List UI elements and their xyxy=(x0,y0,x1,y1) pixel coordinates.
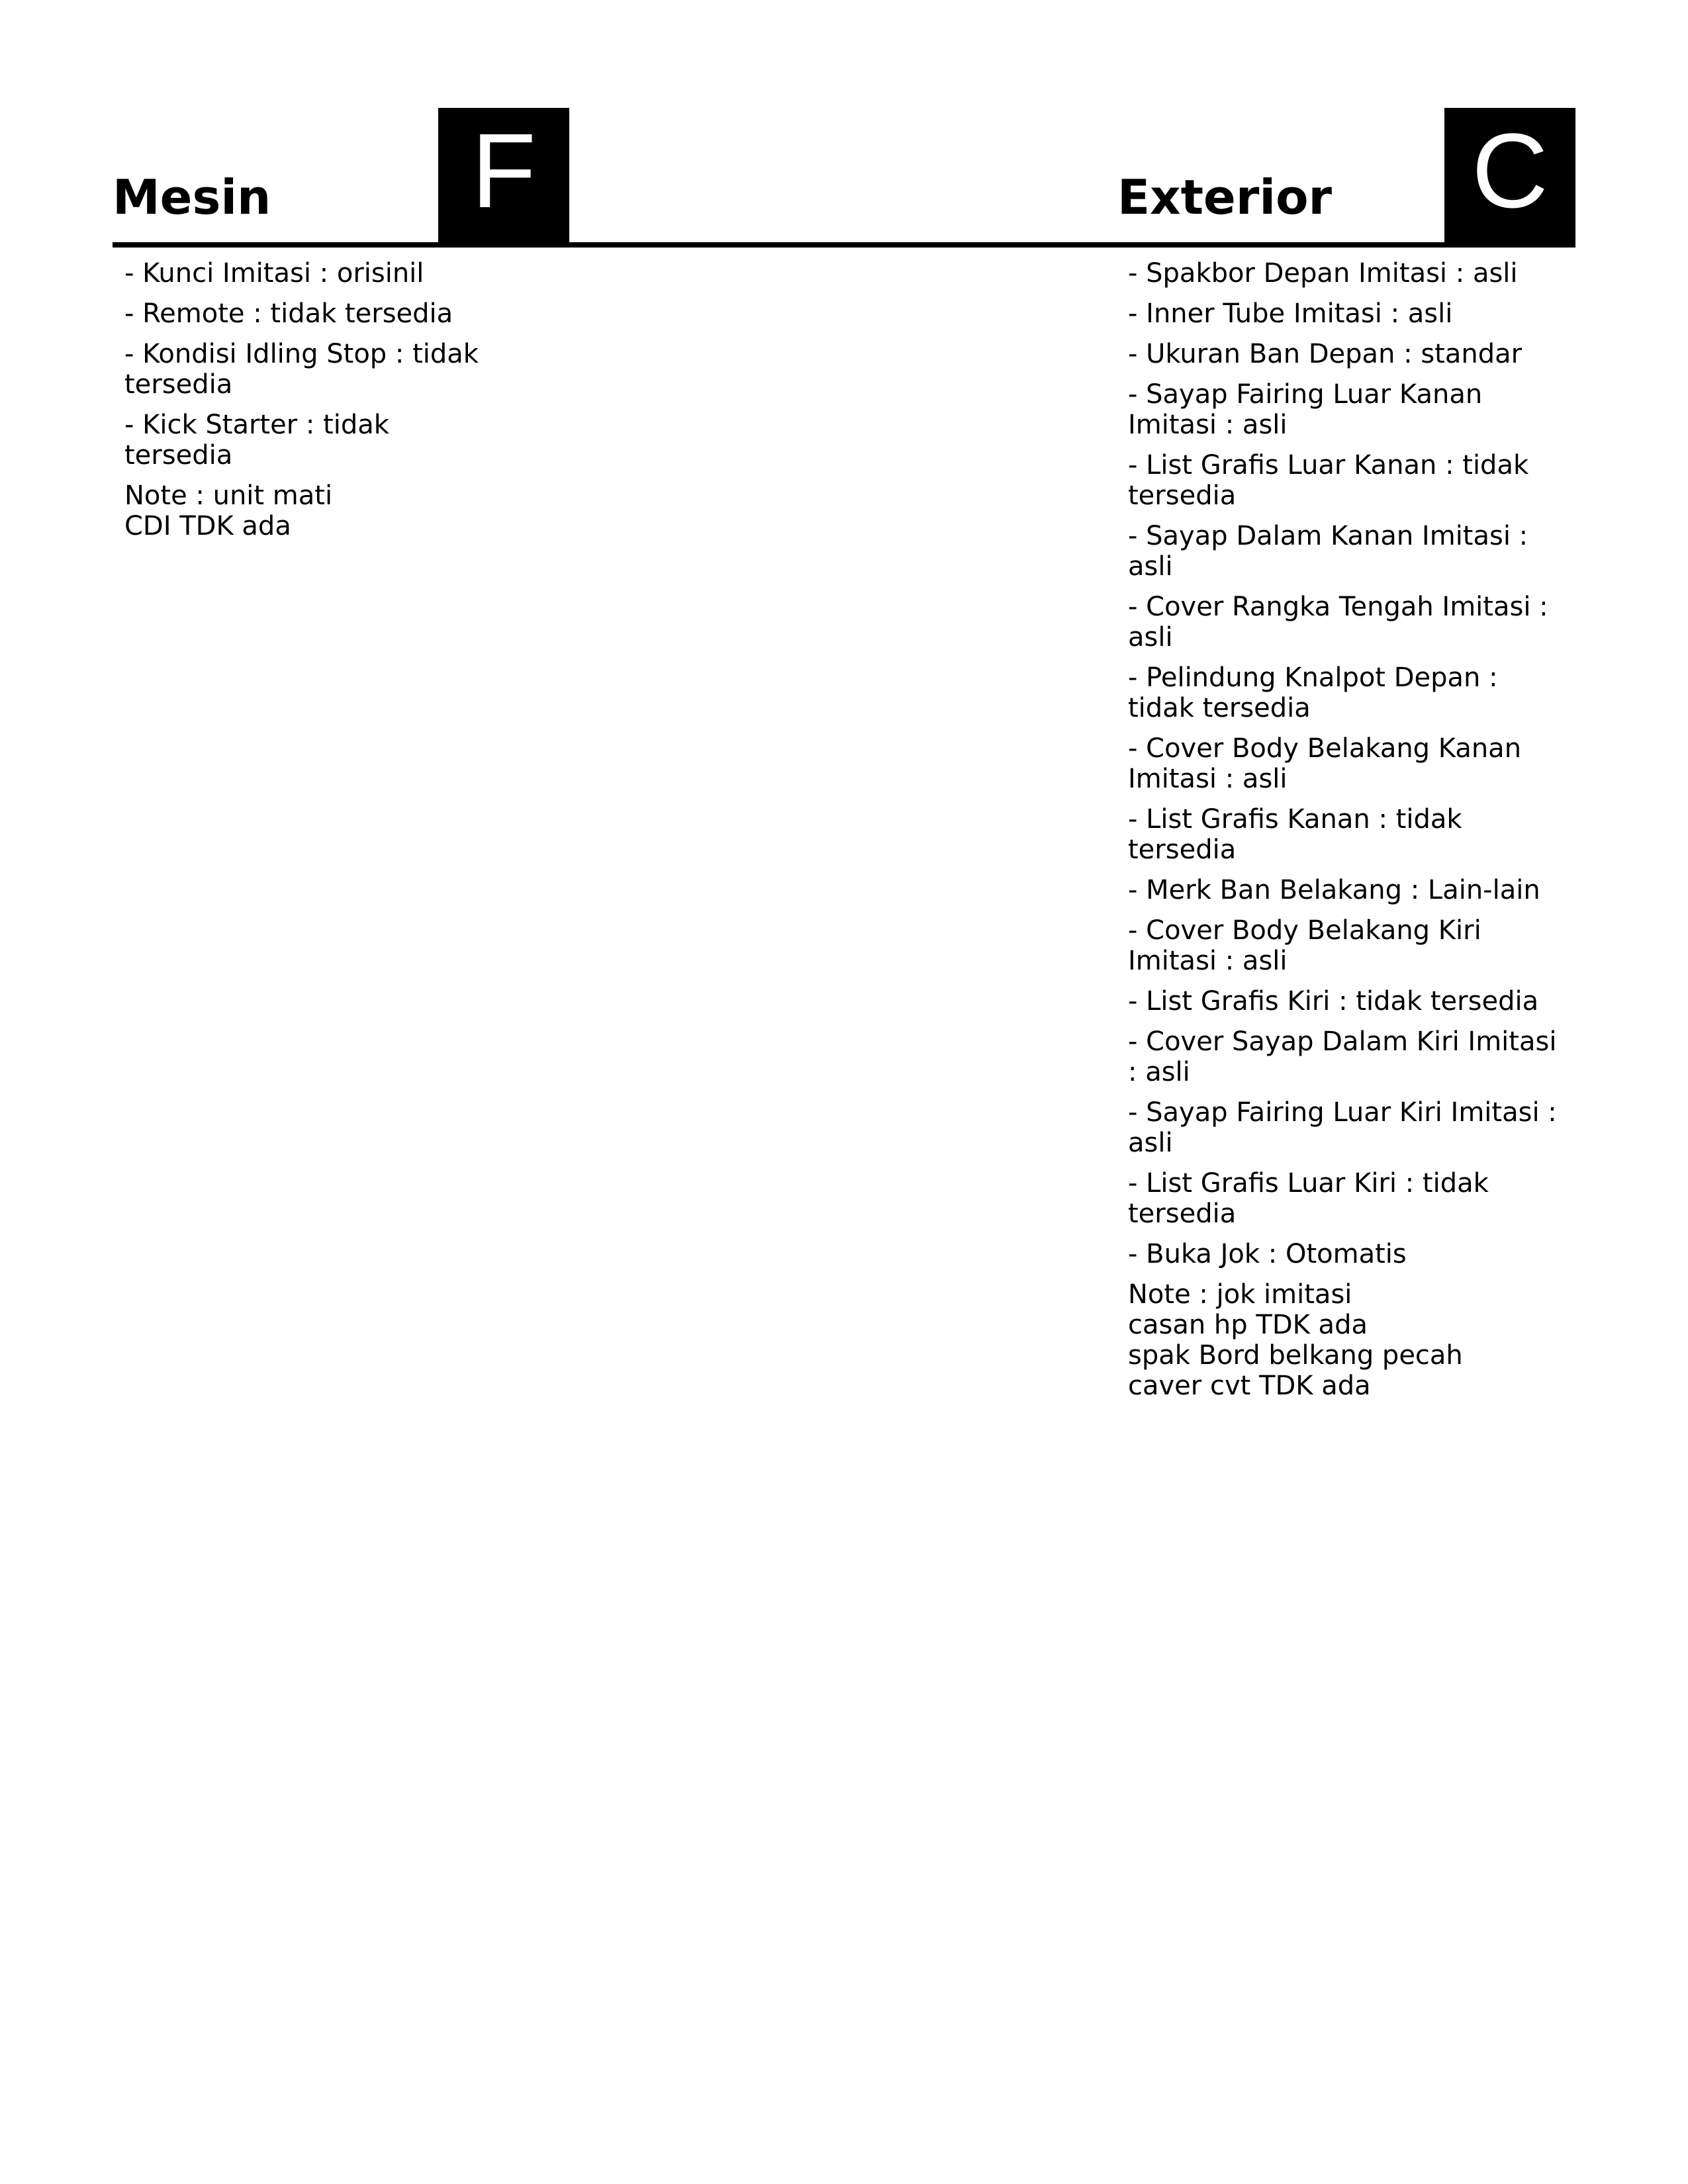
list-item: - Cover Rangka Tengah Imitasi : asli xyxy=(1128,592,1548,653)
list-item: - Cover Sayap Dalam Kiri Imitasi : asli xyxy=(1128,1026,1557,1087)
section-divider-line xyxy=(113,242,1575,248)
list-item: - Kondisi Idling Stop : tidak tersedia xyxy=(124,339,479,400)
exterior-item-list xyxy=(1128,258,1565,1411)
list-item: - Sayap Fairing Luar Kanan Imitasi : asli xyxy=(1128,379,1483,440)
list-item: - Sayap Fairing Luar Kiri Imitasi : asli xyxy=(1128,1097,1557,1158)
exterior-section-title: Exterior xyxy=(1117,169,1333,225)
list-item: - Kunci Imitasi : orisinil xyxy=(124,258,424,289)
list-item: - Kick Starter : tidak tersedia xyxy=(124,410,389,471)
mesin-note: Note : unit mati CDI TDK ada xyxy=(124,480,333,541)
list-item: - Inner Tube Imitasi : asli xyxy=(1128,298,1453,329)
mesin-grade-letter: F xyxy=(471,111,536,230)
mesin-section-title: Mesin xyxy=(113,169,271,225)
list-item: - Merk Ban Belakang : Lain-lain xyxy=(1128,875,1540,905)
list-item: - List Grafis Kiri : tidak tersedia xyxy=(1128,986,1539,1017)
list-item: - Ukuran Ban Depan : standar xyxy=(1128,339,1523,369)
list-item: - Pelindung Knalpot Depan : tidak tersedia xyxy=(1128,662,1498,723)
list-item: - Cover Body Belakang Kanan Imitasi : asli xyxy=(1128,733,1522,794)
list-item: - List Grafis Kanan : tidak tersedia xyxy=(1128,804,1462,865)
mesin-grade-badge xyxy=(438,108,569,246)
list-item: - Buka Jok : Otomatis xyxy=(1128,1239,1407,1269)
list-item: - Remote : tidak tersedia xyxy=(124,298,453,329)
list-item: - Spakbor Depan Imitasi : asli xyxy=(1128,258,1518,289)
exterior-note: Note : jok imitasi casan hp TDK ada spak Bord belkang pecah caver cvt TDK ada xyxy=(1128,1279,1463,1401)
list-item: - List Grafis Luar Kanan : tidak tersedia xyxy=(1128,450,1529,511)
list-item: - List Grafis Luar Kiri : tidak tersedia xyxy=(1128,1168,1489,1229)
exterior-grade-letter: C xyxy=(1472,111,1548,230)
list-item: - Cover Body Belakang Kiri Imitasi : asli xyxy=(1128,915,1481,976)
list-item: - Sayap Dalam Kanan Imitasi : asli xyxy=(1128,521,1528,582)
exterior-grade-badge xyxy=(1444,108,1575,246)
mesin-item-list xyxy=(124,258,495,551)
